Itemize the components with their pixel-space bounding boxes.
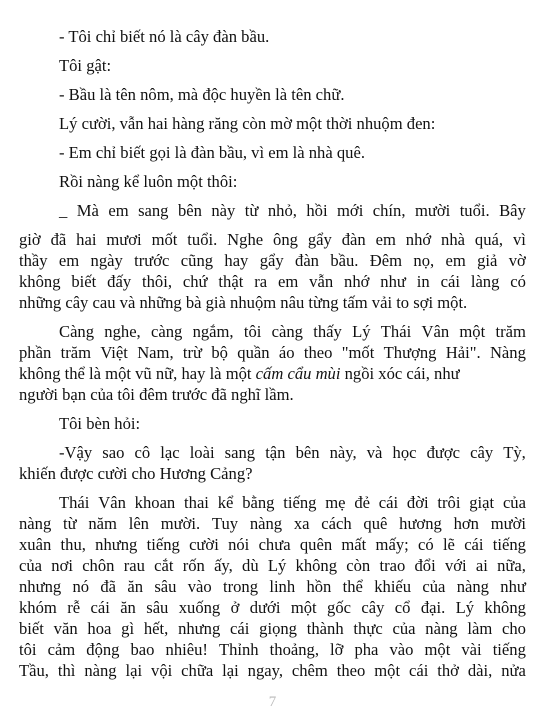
word: Lý	[455, 598, 475, 617]
word: em	[58, 251, 80, 270]
word: giọng	[259, 619, 297, 638]
word: của	[392, 619, 416, 638]
word: giạt	[469, 493, 495, 512]
word: cổ	[394, 598, 411, 617]
word: ra	[254, 272, 268, 291]
word: hồn	[306, 577, 332, 596]
word: của	[422, 577, 446, 596]
word: đẻ	[354, 493, 370, 512]
word: lại	[125, 661, 143, 680]
word: Lý	[352, 322, 371, 341]
word: Nàng	[489, 343, 526, 362]
word: chữa	[181, 661, 214, 680]
text-line	[19, 555, 526, 577]
word: tiếng	[283, 493, 317, 512]
word: hơn	[453, 514, 479, 533]
word: ngay,	[247, 661, 283, 680]
word: làm	[467, 619, 493, 638]
word: Vân	[421, 322, 450, 341]
word: một	[459, 322, 486, 341]
page-number: 7	[268, 694, 277, 710]
word: ăn	[120, 598, 136, 617]
word: -Vậy	[59, 443, 93, 462]
word: đời	[406, 493, 429, 512]
word: trao	[379, 556, 406, 575]
word: hoa	[87, 619, 112, 638]
word: cái	[378, 493, 399, 512]
text-line	[59, 321, 526, 343]
word: trôi	[437, 493, 461, 512]
word: theo	[336, 661, 366, 680]
word: Tuy	[211, 514, 239, 533]
word: Thượng	[383, 343, 437, 362]
word: thở	[437, 661, 459, 680]
word: cách	[321, 514, 352, 533]
word: khoan	[134, 493, 176, 512]
text-line	[19, 618, 526, 640]
word: linh	[269, 577, 296, 596]
word: đại.	[420, 598, 446, 617]
word: nửa	[501, 661, 526, 680]
word: cái	[440, 272, 460, 291]
word: Mà	[76, 201, 99, 220]
word: Thỉnh	[218, 640, 259, 659]
word: lại	[222, 661, 239, 680]
word: cười	[189, 535, 219, 554]
word: hay	[224, 251, 249, 270]
word: Bây	[499, 201, 526, 220]
word: thầy	[19, 251, 48, 270]
word: thật	[218, 272, 244, 291]
word: tiếng	[492, 535, 526, 554]
word: "mốt	[341, 343, 375, 362]
word: in	[416, 272, 430, 291]
text-line	[19, 597, 526, 619]
word: Càng	[59, 322, 95, 341]
word: pha	[354, 640, 379, 659]
word: cho	[502, 619, 526, 638]
text-line	[19, 229, 526, 251]
word: cũng	[180, 251, 214, 270]
word: mười.	[160, 514, 201, 533]
word: không	[295, 556, 338, 575]
word: Tỳ,	[503, 443, 526, 462]
word: áo	[278, 343, 295, 362]
text-line	[19, 271, 526, 293]
word: Nam,	[137, 343, 174, 362]
word: của	[502, 493, 526, 512]
word: khóm	[19, 598, 57, 617]
word: tiếng	[146, 535, 180, 554]
word: lẽ	[442, 535, 455, 554]
word: hương	[399, 514, 442, 533]
word: tiếng	[492, 640, 526, 659]
word: nhớ	[344, 272, 370, 291]
text-run: ngồi xóc cái, như	[344, 364, 460, 383]
word: với	[444, 556, 467, 575]
word: cái	[230, 619, 250, 638]
word: một	[374, 661, 401, 680]
word: mươi	[106, 230, 142, 249]
text-line: Tôi gật:	[59, 56, 112, 75]
text-line: người bạn của tôi đêm trước đã nghĩ lầm.	[19, 385, 294, 404]
word: dưới	[249, 598, 281, 617]
word: hồi	[306, 201, 328, 220]
word: của	[19, 556, 43, 575]
word: _	[59, 201, 68, 220]
word: đàn	[295, 251, 319, 270]
word: em	[445, 251, 466, 270]
word: một	[424, 640, 451, 659]
word: nhưng	[178, 619, 221, 638]
word: em	[108, 201, 129, 220]
word: Thái	[380, 322, 412, 341]
word: tôi	[243, 322, 262, 341]
text-line: - Em chỉ biết gọi là đàn bầu, vì em là nhà quê.	[59, 143, 365, 162]
word: đổi	[414, 556, 436, 575]
word: nàng	[19, 514, 52, 533]
word: chưa	[258, 535, 291, 554]
word: đấy	[107, 272, 132, 291]
word: chín,	[372, 201, 406, 220]
word: gốc	[327, 598, 351, 617]
word: vào	[187, 577, 212, 596]
word: thôi,	[142, 272, 172, 291]
word: lỡ	[330, 640, 344, 659]
word: tuổi.	[459, 201, 490, 220]
word: bộ	[211, 343, 228, 362]
word: học	[392, 443, 417, 462]
text-line	[19, 363, 526, 385]
text-line: Tôi bèn hỏi:	[59, 414, 141, 433]
word: như	[500, 577, 526, 596]
word: khiếu	[374, 577, 412, 596]
word: nhớ	[405, 230, 432, 249]
word: bầu.	[330, 251, 359, 270]
word: một	[290, 598, 317, 617]
word: em	[278, 272, 299, 291]
text-line: Rồi nàng kể luôn một thôi:	[59, 172, 238, 191]
word: Nghe	[227, 230, 264, 249]
word: từ	[63, 514, 77, 533]
word: từ	[244, 201, 259, 220]
word: nàng	[249, 514, 283, 533]
word: ấy,	[214, 556, 233, 575]
word: gẩy	[259, 251, 284, 270]
text-line	[19, 342, 526, 364]
word: nghe,	[104, 322, 141, 341]
word: bao	[130, 640, 155, 659]
word: nàng	[456, 577, 489, 596]
word: càng	[271, 322, 303, 341]
word: hai	[76, 230, 97, 249]
word: bên	[177, 201, 202, 220]
word: ngắm,	[192, 322, 234, 341]
word: rau	[123, 556, 145, 575]
word: Tầu,	[19, 661, 49, 680]
word: dù	[242, 556, 259, 575]
word: hết,	[143, 619, 169, 638]
word: như	[380, 272, 406, 291]
word: Việt	[100, 343, 128, 362]
word: cây	[470, 443, 494, 462]
word: thu,	[60, 535, 86, 554]
word: vào	[389, 640, 414, 659]
text-line: khiến được cười cho Hương Cảng?	[19, 464, 253, 483]
word: cô	[134, 443, 151, 462]
word: mẹ	[325, 493, 346, 512]
word: càng	[150, 322, 183, 341]
word: ai	[475, 556, 488, 575]
word: sang	[138, 201, 169, 220]
word: nơi	[51, 556, 73, 575]
word: bên	[295, 443, 320, 462]
word: thoảng,	[269, 640, 319, 659]
word: tận	[265, 443, 286, 462]
text-line	[59, 200, 526, 222]
italic-term: cấm cẩu mùi	[255, 364, 341, 383]
word: thực	[353, 619, 383, 638]
text-line: - Bầu là tên nôm, mà độc huyền là tên chữ.	[59, 85, 345, 104]
word: nó	[72, 577, 90, 596]
word: thể	[342, 577, 363, 596]
word: Vân	[98, 493, 126, 512]
word: đã	[50, 230, 67, 249]
word: Lý	[267, 556, 287, 575]
word: nhiêu!	[165, 640, 208, 659]
word: nhà	[441, 230, 466, 249]
word: tôi	[19, 640, 37, 659]
word: trăm	[60, 343, 91, 362]
word: giả	[477, 251, 498, 270]
text-line	[19, 660, 526, 682]
word: kể	[217, 493, 234, 512]
word: mất	[341, 535, 367, 554]
word: có	[510, 272, 526, 291]
word: cây	[361, 598, 385, 617]
word: vài	[461, 640, 482, 659]
word: rễ	[67, 598, 81, 617]
word: này	[211, 201, 236, 220]
word: còn	[346, 556, 371, 575]
word: và	[366, 443, 383, 462]
word: trước	[134, 251, 170, 270]
text-line	[59, 442, 526, 464]
word: thấy	[313, 322, 342, 341]
word: trừ	[182, 343, 203, 362]
word: sang	[224, 443, 256, 462]
word: thì	[57, 661, 76, 680]
word: chứ	[182, 272, 208, 291]
word: em	[375, 230, 396, 249]
word: loài	[189, 443, 215, 462]
word: gì	[121, 619, 135, 638]
word: nàng	[425, 619, 458, 638]
word: quê	[363, 514, 388, 533]
word: tuổi.	[187, 230, 218, 249]
text-line	[19, 250, 526, 272]
word: vội	[151, 661, 173, 680]
word: thai	[184, 493, 209, 512]
text-run: không thể là một vũ nữ, hay là một	[19, 364, 252, 383]
word: chêm	[291, 661, 328, 680]
word: đàn	[341, 230, 366, 249]
word: dài,	[467, 661, 493, 680]
text-line	[19, 639, 526, 661]
word: xa	[293, 514, 310, 533]
word: ở	[230, 598, 240, 617]
word: quên	[299, 535, 333, 554]
word: quá,	[474, 230, 504, 249]
word: giờ	[19, 230, 41, 249]
word: cái	[90, 598, 110, 617]
word: mới	[337, 201, 364, 220]
word: ăn	[127, 577, 144, 596]
word: mười	[490, 514, 526, 533]
word: năm	[88, 514, 117, 533]
text-line	[19, 534, 526, 556]
text-line	[19, 513, 526, 535]
word: không	[19, 272, 61, 291]
word: cái	[409, 661, 429, 680]
text-line: Lý cười, vẫn hai hàng răng còn mờ một thời nhuộm đen:	[59, 114, 436, 133]
word: thành	[306, 619, 344, 638]
word: xuân	[19, 535, 52, 554]
word: chôn	[82, 556, 115, 575]
word: mấy;	[375, 535, 409, 554]
word: vẫn	[309, 272, 334, 291]
word: có	[418, 535, 434, 554]
word: vờ	[508, 251, 526, 270]
word: cắt	[154, 556, 174, 575]
text-line: những cây cau và những bà già nhuộm nâu từng tấm vải to sợi một.	[19, 293, 468, 312]
word: trong	[223, 577, 259, 596]
word: văn	[53, 619, 78, 638]
word: lên	[128, 514, 149, 533]
word: biết	[19, 619, 44, 638]
word: cảm	[47, 640, 76, 659]
word: sâu	[154, 577, 177, 596]
word: sâu	[146, 598, 169, 617]
word: mốt	[151, 230, 178, 249]
word: này,	[329, 443, 357, 462]
word: Hải".	[445, 343, 481, 362]
word: nhưng	[19, 577, 62, 596]
word: bằng	[242, 493, 275, 512]
word: cái	[464, 535, 484, 554]
word: phần	[19, 343, 52, 362]
word: động	[86, 640, 120, 659]
word: gẩy	[307, 230, 332, 249]
word: ông	[273, 230, 298, 249]
word: được	[426, 443, 461, 462]
text-line: - Tôi chỉ biết nó là cây đàn bầu.	[59, 27, 270, 46]
word: nọ,	[413, 251, 435, 270]
word: nhưng	[95, 535, 138, 554]
word: Thái	[59, 493, 90, 512]
word: biết	[71, 272, 97, 291]
word: theo	[303, 343, 333, 362]
word: sao	[102, 443, 125, 462]
word: quần	[237, 343, 270, 362]
word: đã	[100, 577, 117, 596]
text-line	[59, 492, 526, 514]
word: Đêm	[369, 251, 403, 270]
word: lạc	[160, 443, 180, 462]
word: nữa,	[497, 556, 526, 575]
text-line	[19, 576, 526, 598]
word: rốn	[182, 556, 205, 575]
word: không	[484, 598, 526, 617]
word: nhỏ,	[267, 201, 297, 220]
word: mười	[414, 201, 451, 220]
word: trăm	[495, 322, 526, 341]
word: xuống	[178, 598, 221, 617]
word: ngày	[90, 251, 123, 270]
word: nàng	[84, 661, 117, 680]
word: vì	[512, 230, 526, 249]
word: nói	[228, 535, 250, 554]
word: làng	[470, 272, 500, 291]
